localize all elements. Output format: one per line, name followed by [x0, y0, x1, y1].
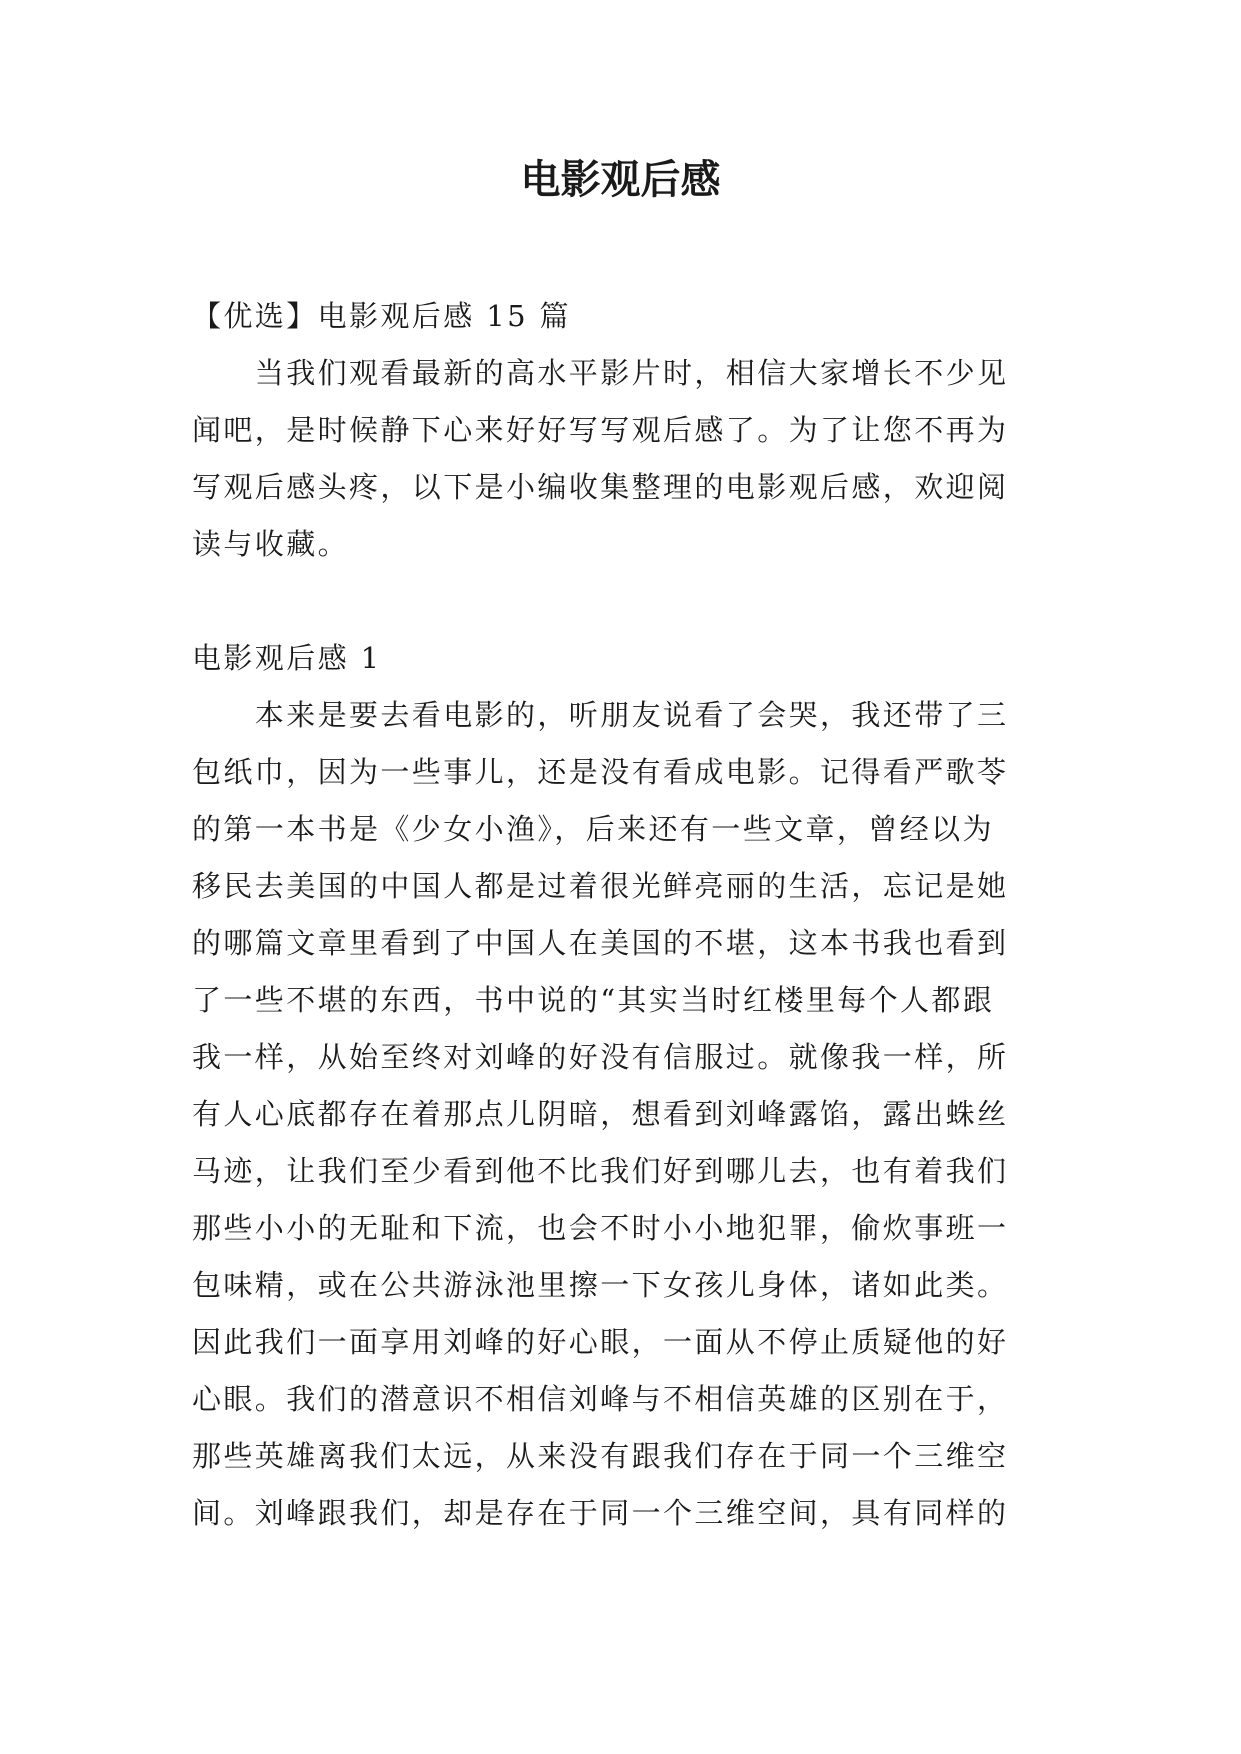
section-paragraph-line: 包味精，或在公共游泳池里擦一下女孩儿身体，诸如此类。 [192, 1268, 1009, 1302]
section-paragraph-line: 马迹，让我们至少看到他不比我们好到哪儿去，也有着我们 [192, 1154, 1009, 1188]
section-paragraph-line: 包纸巾，因为一些事儿，还是没有看成电影。记得看严歌苓 [192, 755, 1009, 789]
paragraph-spacer [192, 573, 1048, 630]
section-paragraph-line: 间。刘峰跟我们，却是存在于同一个三维空间，具有同样的 [192, 1496, 1009, 1530]
intro-paragraph-line: 闻吧，是时候静下心来好好写写观后感了。为了让您不再为 [192, 413, 1009, 447]
section-paragraph-line: 我一样，从始至终对刘峰的好没有信服过。就像我一样，所 [192, 1040, 1009, 1074]
section-paragraph-line: 心眼。我们的潜意识不相信刘峰与不相信英雄的区别在于， [192, 1382, 1009, 1416]
document-subtitle: 【优选】电影观后感 15 篇 [192, 299, 571, 333]
intro-paragraph-line: 读与收藏。 [192, 527, 350, 561]
section-paragraph-line: 那些英雄离我们太远，从来没有跟我们存在于同一个三维空 [192, 1439, 1009, 1473]
section-paragraph-line: 了一些不堪的东西，书中说的“其实当时红楼里每个人都跟 [192, 983, 995, 1017]
section-paragraph-line: 的哪篇文章里看到了中国人在美国的不堪，这本书我也看到 [192, 926, 1009, 960]
section-paragraph-line: 那些小小的无耻和下流，也会不时小小地犯罪，偷炊事班一 [192, 1211, 1009, 1245]
document-title: 电影观后感 [520, 157, 721, 203]
section-heading: 电影观后感 1 [192, 641, 382, 675]
section-paragraph-line: 有人心底都存在着那点儿阴暗，想看到刘峰露馅，露出蛛丝 [192, 1097, 1009, 1131]
intro-paragraph-line: 写观后感头疼，以下是小编收集整理的电影观后感，欢迎阅 [192, 470, 1009, 504]
section-paragraph-line: 因此我们一面享用刘峰的好心眼，一面从不停止质疑他的好 [192, 1325, 1009, 1359]
section-paragraph-line: 的第一本书是《少女小渔》，后来还有一些文章，曾经以为 [192, 812, 994, 846]
document-body [192, 288, 1048, 1542]
intro-paragraph-line: 当我们观看最新的高水平影片时，相信大家增长不少见 [192, 356, 1009, 390]
section-paragraph-line: 本来是要去看电影的，听朋友说看了会哭，我还带了三 [192, 698, 1009, 732]
section-paragraph-line: 移民去美国的中国人都是过着很光鲜亮丽的生活，忘记是她 [192, 869, 1009, 903]
